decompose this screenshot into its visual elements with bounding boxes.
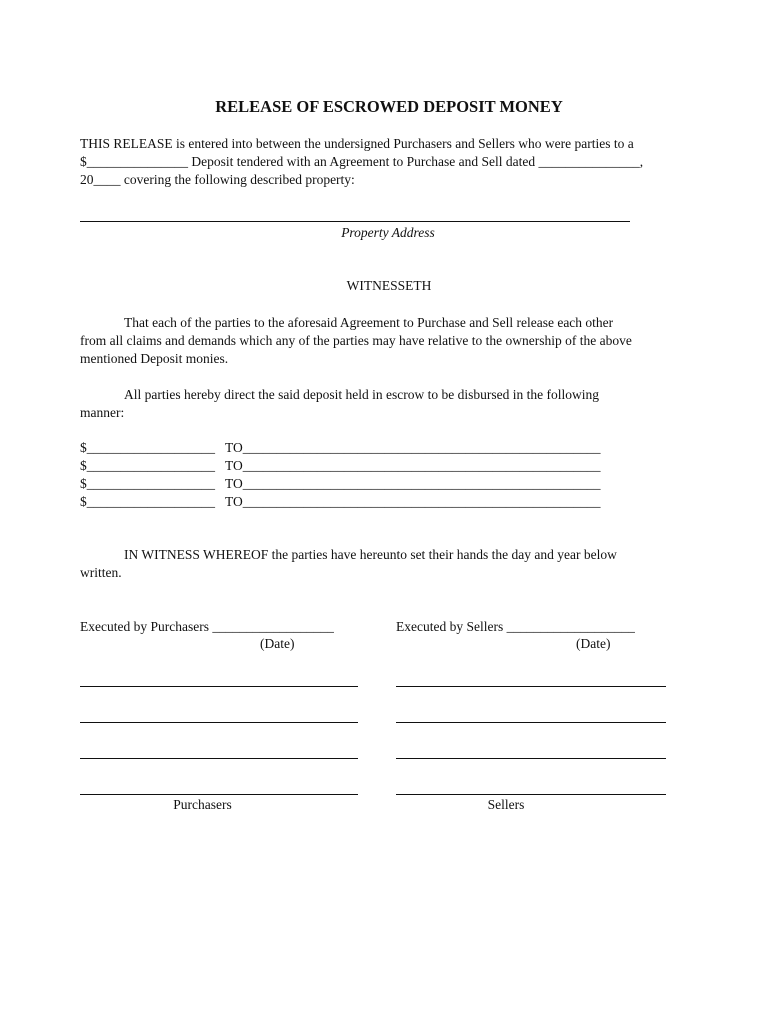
purchasers-executed-label[interactable]: Executed by Purchasers __________________ (80, 619, 334, 634)
disbursement-to-4[interactable]: TO_____________________________________________________ (225, 494, 601, 509)
seller-signature-line-2[interactable] (396, 722, 666, 723)
paragraph-2-line-1: All parties hereby direct the said deposit held in escrow to be disbursed in the following (124, 387, 600, 402)
witness-line-2: written. (80, 565, 122, 580)
purchaser-signature-line-2[interactable] (80, 722, 358, 723)
seller-signature-line-4[interactable] (396, 794, 666, 795)
purchaser-signature-line-4[interactable] (80, 794, 358, 795)
document-title: RELEASE OF ESCROWED DEPOSIT MONEY (215, 97, 563, 116)
disbursement-to-3[interactable]: TO_____________________________________________________ (225, 476, 601, 491)
paragraph-1-line-3: mentioned Deposit monies. (80, 351, 229, 366)
seller-signature-line-1[interactable] (396, 686, 666, 687)
property-address-label: Property Address (341, 225, 435, 240)
property-address-line[interactable] (80, 221, 630, 222)
witness-line-1: IN WITNESS WHEREOF the parties have hereunto set their hands the day and year below (124, 547, 617, 562)
sellers-caption: Sellers (487, 797, 525, 812)
sellers-executed-label[interactable]: Executed by Sellers ___________________ (396, 619, 635, 634)
intro-line-3: 20____ covering the following described property: (80, 172, 355, 187)
sellers-date-label: (Date) (576, 636, 611, 651)
purchaser-signature-line-3[interactable] (80, 758, 358, 759)
disbursement-amount-3[interactable]: $___________________ (80, 476, 215, 491)
paragraph-1-line-1: That each of the parties to the aforesaid Agreement to Purchase and Sell release each other (124, 315, 614, 330)
purchaser-signature-line-1[interactable] (80, 686, 358, 687)
disbursement-amount-1[interactable]: $___________________ (80, 440, 215, 455)
purchasers-caption: Purchasers (173, 797, 232, 812)
paragraph-2-line-2: manner: (80, 405, 125, 420)
witnesseth-heading: WITNESSETH (346, 278, 432, 293)
disbursement-to-1[interactable]: TO_____________________________________________________ (225, 440, 601, 455)
intro-line-2: $_______________ Deposit tendered with an Agreement to Purchase and Sell dated _______________, (80, 154, 644, 169)
disbursement-to-2[interactable]: TO_____________________________________________________ (225, 458, 601, 473)
purchasers-date-label: (Date) (260, 636, 295, 651)
paragraph-1-line-2: from all claims and demands which any of the parties may have relative to the ownership of the above (80, 333, 632, 348)
disbursement-amount-4[interactable]: $___________________ (80, 494, 215, 509)
disbursement-amount-2[interactable]: $___________________ (80, 458, 215, 473)
seller-signature-line-3[interactable] (396, 758, 666, 759)
intro-line-1: THIS RELEASE is entered into between the undersigned Purchasers and Sellers who were parties to a (80, 136, 634, 151)
